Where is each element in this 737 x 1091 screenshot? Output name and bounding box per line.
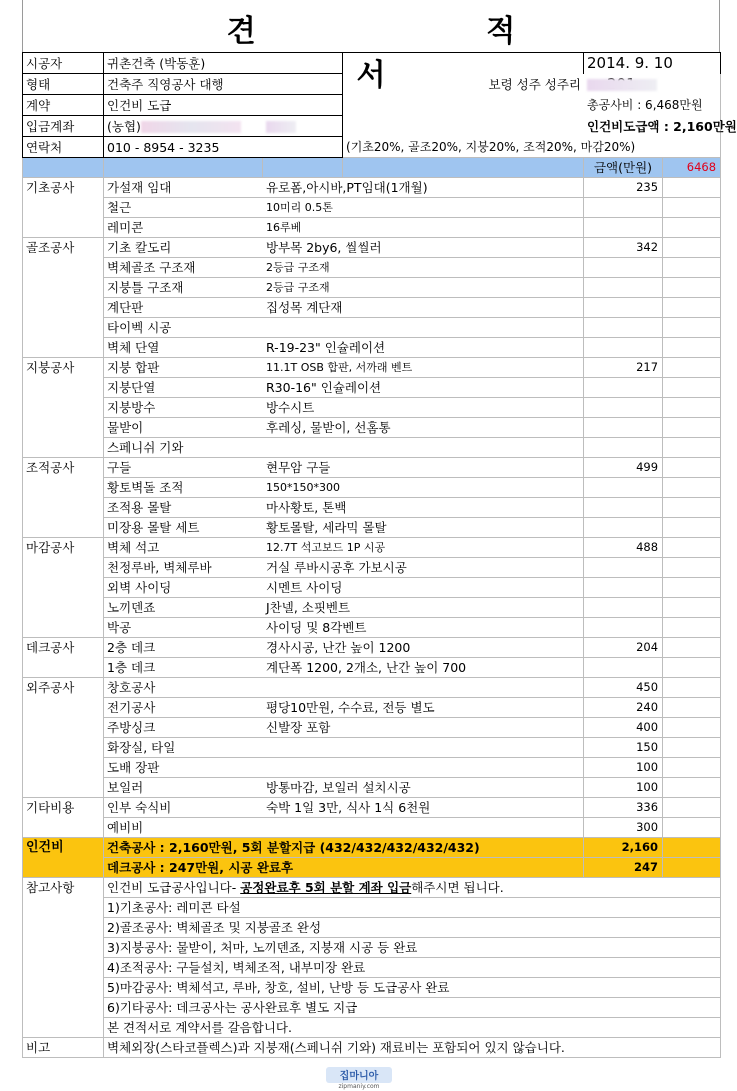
account-value: (농협) — [104, 116, 263, 137]
extra-cell — [663, 238, 721, 258]
amount-cell: 204 — [584, 638, 663, 658]
table-row — [23, 538, 721, 558]
extra-cell — [663, 318, 721, 338]
amount-cell: 100 — [584, 778, 663, 798]
item-cell: 노끼덴죠 — [104, 598, 263, 618]
amount-cell — [584, 258, 663, 278]
contract-label: 계약 — [23, 95, 104, 116]
amount-cell: 400 — [584, 718, 663, 738]
extra-cell — [663, 678, 721, 698]
item-cell: 구들 — [104, 458, 263, 478]
labor-label: 인건비 — [23, 838, 104, 858]
category-cell — [23, 718, 104, 738]
spec-cell: 황토몰탈, 세라믹 몰탈 — [263, 518, 584, 538]
spec-cell: 11.1T OSB 합판, 서까래 벤트 — [263, 358, 584, 378]
table-row — [23, 238, 721, 258]
table-row — [23, 778, 721, 798]
item-cell: 보일러 — [104, 778, 263, 798]
spec-cell: 계단폭 1200, 2개소, 난간 높이 700 — [263, 658, 584, 678]
item-cell: 예비비 — [104, 818, 263, 838]
estimate-date: 2014. 9. 10 — [584, 53, 721, 74]
notes-line: 본 견적서로 계약서를 갈음합니다. — [104, 1018, 721, 1038]
spec-cell: 방수시트 — [263, 398, 584, 418]
item-cell: 가설재 임대 — [104, 178, 263, 198]
spec-cell: 유로폼,아시바,PT임대(1개월) — [263, 178, 584, 198]
header-cell — [343, 158, 584, 178]
category-cell — [23, 278, 104, 298]
extra-cell — [663, 538, 721, 558]
extra-cell — [663, 358, 721, 378]
labor-amount: 2,160 — [584, 838, 663, 858]
item-cell: 미장용 몰탈 세트 — [104, 518, 263, 538]
notes-row — [23, 998, 721, 1018]
item-cell: 벽체 단열 — [104, 338, 263, 358]
extra-cell — [663, 198, 721, 218]
extra-cell — [663, 858, 721, 878]
item-cell: 타이벡 시공 — [104, 318, 263, 338]
amount-cell — [584, 598, 663, 618]
table-row — [23, 418, 721, 438]
notes-emphasis: 공정완료후 5회 분할 계좌 입금 — [240, 880, 412, 895]
contract-value: 인건비 도급 — [104, 95, 343, 116]
item-cell: 황토벽돌 조적 — [104, 478, 263, 498]
category-cell — [23, 438, 104, 458]
amount-cell: 499 — [584, 458, 663, 478]
table-row — [23, 618, 721, 638]
table-row — [23, 338, 721, 358]
amount-cell — [584, 558, 663, 578]
spec-cell — [263, 818, 584, 838]
spec-cell: 방부목 2by6, 씰씰러 — [263, 238, 584, 258]
item-cell: 전기공사 — [104, 698, 263, 718]
labor-label — [23, 858, 104, 878]
item-cell: 천정루바, 벽체루바 — [104, 558, 263, 578]
spec-cell: R-19-23" 인슐레이션 — [263, 338, 584, 358]
notes-row — [23, 958, 721, 978]
category-cell — [23, 338, 104, 358]
table-row — [23, 458, 721, 478]
spec-cell: 숙박 1일 3만, 식사 1식 6천원 — [263, 798, 584, 818]
blank-cell — [343, 53, 584, 74]
notes-line: 4)조적공사: 구들설치, 벽체조적, 내부미장 완료 — [104, 958, 721, 978]
spec-cell: 마사황토, 톤백 — [263, 498, 584, 518]
spec-cell: 평당10만원, 수수료, 전등 별도 — [263, 698, 584, 718]
redacted-block — [587, 79, 657, 91]
item-cell: 2층 데크 — [104, 638, 263, 658]
extra-cell — [663, 658, 721, 678]
category-cell — [23, 398, 104, 418]
table-row — [23, 398, 721, 418]
notes-label-blank — [23, 938, 104, 958]
notes-text-a: 인건비 도급공사입니다- — [107, 880, 241, 895]
spec-cell: 시멘트 사이딩 — [263, 578, 584, 598]
amount-cell — [584, 438, 663, 458]
category-cell — [23, 598, 104, 618]
labor-row — [23, 838, 721, 858]
amount-cell: 100 — [584, 758, 663, 778]
svg-text:zipmaniy.com: zipmaniy.com — [338, 1083, 380, 1090]
spec-cell: 12.7T 석고보드 1P 시공 — [263, 538, 584, 558]
type-label: 형태 — [23, 74, 104, 95]
labor-text: 건축공사 : 2,160만원, 5회 분할지급 (432/432/432/432/432) — [104, 838, 584, 858]
notes-label-blank — [23, 978, 104, 998]
notes-text — [104, 878, 721, 898]
grand-total: 6468 — [663, 158, 721, 178]
type-value: 건축주 직영공사 대행 — [104, 74, 343, 95]
contact-value: 010 - 8954 - 3235 — [104, 137, 343, 158]
category-cell: 데크공사 — [23, 638, 104, 658]
spec-cell: 현무암 구들 — [263, 458, 584, 478]
category-cell — [23, 738, 104, 758]
amount-cell: 217 — [584, 358, 663, 378]
extra-cell — [663, 478, 721, 498]
remark-label: 비고 — [23, 1038, 104, 1058]
spec-cell: 신발장 포함 — [263, 718, 584, 738]
item-cell: 지붕틀 구조재 — [104, 278, 263, 298]
account-tail — [263, 116, 343, 137]
table-row — [23, 738, 721, 758]
table-row — [23, 578, 721, 598]
amount-cell: 235 — [584, 178, 663, 198]
spec-cell — [263, 678, 584, 698]
notes-line: 2)골조공사: 벽체골조 및 지붕골조 완성 — [104, 918, 721, 938]
notes-line: 1)기초공사: 레미콘 타설 — [104, 898, 721, 918]
spec-cell: J찬넬, 소핏벤트 — [263, 598, 584, 618]
total-cost: 총공사비 : 6,468만원 — [584, 95, 721, 116]
item-cell: 계단판 — [104, 298, 263, 318]
extra-cell — [663, 838, 721, 858]
table-row — [23, 558, 721, 578]
notes-label-blank — [23, 958, 104, 978]
extra-cell — [663, 618, 721, 638]
table-row — [23, 758, 721, 778]
category-cell — [23, 478, 104, 498]
spec-cell: 거실 루바시공후 가보시공 — [263, 558, 584, 578]
amount-header: 금액(만원) — [584, 158, 663, 178]
amount-cell — [584, 418, 663, 438]
item-cell: 조적용 몰탈 — [104, 498, 263, 518]
item-cell: 지붕 합판 — [104, 358, 263, 378]
site-number-cell — [584, 74, 721, 95]
extra-cell — [663, 438, 721, 458]
amount-cell: 336 — [584, 798, 663, 818]
extra-cell — [663, 418, 721, 438]
extra-cell — [663, 698, 721, 718]
category-cell: 지붕공사 — [23, 358, 104, 378]
extra-cell — [663, 458, 721, 478]
amount-cell: 450 — [584, 678, 663, 698]
amount-cell: 150 — [584, 738, 663, 758]
category-cell — [23, 578, 104, 598]
extra-cell — [663, 718, 721, 738]
svg-text:집마니아: 집마니아 — [339, 1071, 379, 1082]
amount-cell: 300 — [584, 818, 663, 838]
amount-cell — [584, 338, 663, 358]
amount-cell: 488 — [584, 538, 663, 558]
table-row — [23, 498, 721, 518]
category-cell: 외주공사 — [23, 678, 104, 698]
category-cell — [23, 198, 104, 218]
notes-line: 5)마감공사: 벽체석고, 루바, 창호, 설비, 난방 등 도급공사 완료 — [104, 978, 721, 998]
notes-label-blank — [23, 918, 104, 938]
category-cell — [23, 818, 104, 838]
table-row — [23, 478, 721, 498]
extra-cell — [663, 398, 721, 418]
item-cell: 레미콘 — [104, 218, 263, 238]
table-row — [23, 798, 721, 818]
amount-cell — [584, 578, 663, 598]
spec-cell — [263, 758, 584, 778]
category-cell — [23, 558, 104, 578]
extra-cell — [663, 258, 721, 278]
item-cell: 지붕방수 — [104, 398, 263, 418]
table-row — [23, 818, 721, 838]
table-row — [23, 318, 721, 338]
category-cell: 기타비용 — [23, 798, 104, 818]
amount-cell — [584, 378, 663, 398]
category-cell — [23, 658, 104, 678]
extra-cell — [663, 218, 721, 238]
labor-amount: 247 — [584, 858, 663, 878]
extra-cell — [663, 578, 721, 598]
item-cell: 외벽 사이딩 — [104, 578, 263, 598]
amount-cell — [584, 218, 663, 238]
notes-line: 6)기타공사: 데크공사는 공사완료후 별도 지급 — [104, 998, 721, 1018]
amount-cell — [584, 658, 663, 678]
spec-cell: 경사시공, 난간 높이 1200 — [263, 638, 584, 658]
category-cell: 골조공사 — [23, 238, 104, 258]
table-row — [23, 718, 721, 738]
extra-cell — [663, 818, 721, 838]
extra-cell — [663, 338, 721, 358]
table-row — [23, 178, 721, 198]
category-cell — [23, 218, 104, 238]
table-row — [23, 638, 721, 658]
extra-cell — [663, 558, 721, 578]
labor-total: 인건비도급액 : 2,160만원 — [584, 116, 721, 137]
spec-cell: 집성목 계단재 — [263, 298, 584, 318]
table-row — [23, 198, 721, 218]
redacted-block — [141, 121, 241, 133]
item-cell: 도배 장판 — [104, 758, 263, 778]
table-row — [23, 378, 721, 398]
extra-cell — [663, 498, 721, 518]
table-row — [23, 518, 721, 538]
labor-row — [23, 858, 721, 878]
header-cell — [263, 158, 343, 178]
notes-line: 3)지붕공사: 물받이, 처마, 노끼덴죠, 지붕재 시공 등 완료 — [104, 938, 721, 958]
extra-cell — [663, 278, 721, 298]
item-cell: 스페니쉬 기와 — [104, 438, 263, 458]
extra-cell — [663, 738, 721, 758]
notes-label-blank — [23, 1018, 104, 1038]
table-row — [23, 358, 721, 378]
site-address: 보령 성주 성주리 — [343, 74, 584, 95]
notes-row — [23, 918, 721, 938]
header-cell — [104, 158, 263, 178]
table-row — [23, 258, 721, 278]
spec-cell: 사이딩 및 8각벤트 — [263, 618, 584, 638]
item-cell: 박공 — [104, 618, 263, 638]
category-cell — [23, 418, 104, 438]
category-cell: 기초공사 — [23, 178, 104, 198]
category-cell — [23, 778, 104, 798]
site-watermark — [324, 1064, 394, 1090]
table-row — [23, 298, 721, 318]
table-row — [23, 598, 721, 618]
category-cell — [23, 318, 104, 338]
amount-cell — [584, 618, 663, 638]
category-cell — [23, 298, 104, 318]
remark-text: 벽체외장(스타코플렉스)과 지붕재(스페니쉬 기와) 재료비는 포함되어 있지 않습니다. — [104, 1038, 721, 1058]
item-cell: 지붕단열 — [104, 378, 263, 398]
spec-cell: 2등급 구조재 — [263, 258, 584, 278]
category-cell — [23, 258, 104, 278]
item-cell: 벽체골조 구조재 — [104, 258, 263, 278]
extra-cell — [663, 758, 721, 778]
table-row — [23, 278, 721, 298]
amount-cell — [584, 198, 663, 218]
spec-cell: 16루베 — [263, 218, 584, 238]
category-cell — [23, 758, 104, 778]
spec-cell: 후레싱, 물받이, 선홈통 — [263, 418, 584, 438]
notes-row — [23, 938, 721, 958]
spec-cell: 150*150*300 — [263, 478, 584, 498]
item-cell: 주방싱크 — [104, 718, 263, 738]
amount-cell — [584, 498, 663, 518]
spec-cell: 10미리 0.5톤 — [263, 198, 584, 218]
amount-cell: 240 — [584, 698, 663, 718]
item-cell: 화장실, 타일 — [104, 738, 263, 758]
extra-cell — [663, 518, 721, 538]
notes-row — [23, 978, 721, 998]
header-cell — [23, 158, 104, 178]
extra-cell — [663, 798, 721, 818]
notes-text-c: 해주시면 됩니다. — [411, 880, 504, 895]
contractor-value: 귀촌건축 (박동훈) — [104, 53, 343, 74]
ratio-note: (기초20%, 골조20%, 지붕20%, 조적20%, 마감20%) — [343, 137, 721, 158]
extra-cell — [663, 778, 721, 798]
table-row — [23, 698, 721, 718]
item-cell: 물받이 — [104, 418, 263, 438]
labor-text: 데크공사 : 247만원, 시공 완료후 — [104, 858, 584, 878]
extra-cell — [663, 298, 721, 318]
category-cell — [23, 378, 104, 398]
item-cell: 벽체 석고 — [104, 538, 263, 558]
amount-cell: 342 — [584, 238, 663, 258]
extra-cell — [663, 638, 721, 658]
document-title: 견 적 서 — [226, 14, 626, 93]
spec-cell: 2등급 구조재 — [263, 278, 584, 298]
table-row — [23, 678, 721, 698]
amount-cell — [584, 398, 663, 418]
table-row — [23, 438, 721, 458]
category-cell — [23, 698, 104, 718]
notes-row — [23, 898, 721, 918]
notes-row — [23, 1018, 721, 1038]
table-row — [23, 218, 721, 238]
extra-cell — [663, 598, 721, 618]
category-cell — [23, 498, 104, 518]
category-cell — [23, 518, 104, 538]
estimate-table — [22, 52, 737, 1058]
spec-cell — [263, 438, 584, 458]
remark-row — [23, 1038, 721, 1058]
spec-cell — [263, 738, 584, 758]
notes-label-blank — [23, 998, 104, 1018]
account-label: 입금계좌 — [23, 116, 104, 137]
spec-cell: 방통마감, 보일러 설치시공 — [263, 778, 584, 798]
category-cell: 조적공사 — [23, 458, 104, 478]
notes-label: 참고사항 — [23, 878, 104, 898]
blank-cell — [343, 116, 584, 137]
contact-label: 연락처 — [23, 137, 104, 158]
item-cell: 창호공사 — [104, 678, 263, 698]
amount-cell — [584, 518, 663, 538]
item-cell: 기초 칼도리 — [104, 238, 263, 258]
notes-row — [23, 878, 721, 898]
spec-cell — [263, 318, 584, 338]
item-cell: 1층 데크 — [104, 658, 263, 678]
category-cell — [23, 618, 104, 638]
category-cell: 마감공사 — [23, 538, 104, 558]
extra-cell — [663, 178, 721, 198]
item-cell: 철근 — [104, 198, 263, 218]
contractor-label: 시공자 — [23, 53, 104, 74]
redacted-block — [266, 121, 296, 133]
blank-cell — [343, 95, 584, 116]
notes-label-blank — [23, 898, 104, 918]
spec-cell: R30-16" 인슐레이션 — [263, 378, 584, 398]
amount-cell — [584, 278, 663, 298]
extra-cell — [663, 378, 721, 398]
item-cell: 인부 숙식비 — [104, 798, 263, 818]
amount-cell — [584, 298, 663, 318]
amount-cell — [584, 478, 663, 498]
table-row — [23, 658, 721, 678]
amount-cell — [584, 318, 663, 338]
